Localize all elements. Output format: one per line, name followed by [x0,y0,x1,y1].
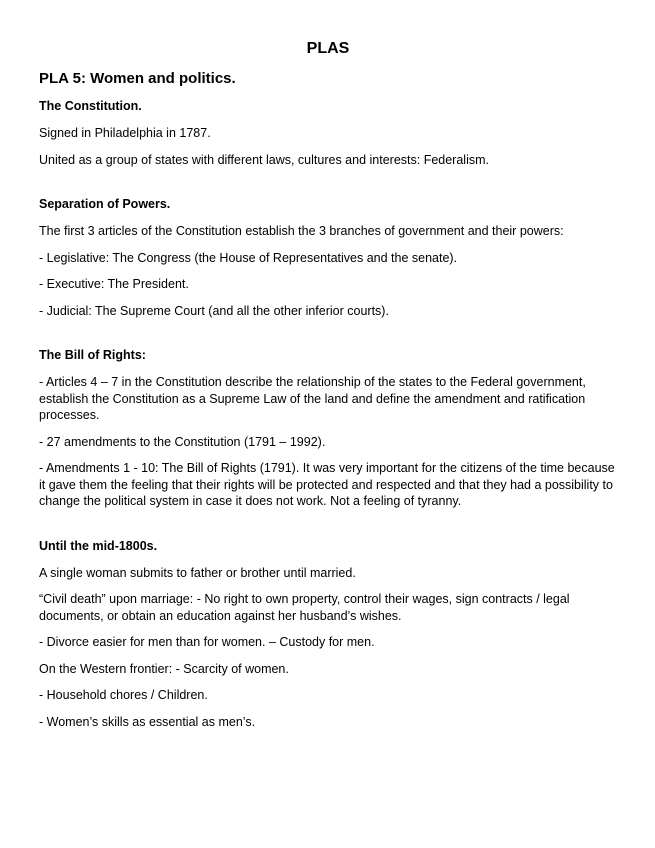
paragraph: - Judicial: The Supreme Court (and all the other inferior courts). [39,303,389,318]
paragraph: - Legislative: The Congress (the House of Representatives and the senate). [39,250,458,265]
section-heading: Until the mid-1800s. [39,538,158,553]
section-constitution [39,98,617,168]
section-heading: Separation of Powers. [39,197,171,211]
document-title: PLAS [306,40,350,57]
paragraph: - Household chores / Children. [39,688,208,702]
paragraph: - Articles 4 – 7 in the Constitution describe the relationship of the states to the Federal government, establish the Constitution as a Supreme Law of the land and define the amendment and ratification processes. [39,375,586,422]
paragraph: - Amendments 1 - 10: The Bill of Rights (1791). It was very important for the citizens of the time because it gave them the feeling that their rights will be protected and respected and that they had a possibility to change the political system in case it does not work. Not a feeling of tyranny. [39,461,615,508]
paragraph: - 27 amendments to the Constitution (1791 – 1992). [39,434,326,449]
paragraph: On the Western frontier: - Scarcity of women. [39,661,289,676]
paragraph: “Civil death” upon marriage: - No right to own property, control their wages, sign contracts / legal documents, or obtain an education against her husband’s wishes. [39,592,570,623]
section-heading: The Constitution. [39,99,142,113]
section-separation-of-powers [39,196,617,319]
paragraph: - Executive: The President. [39,277,189,291]
paragraph: The first 3 articles of the Constitution establish the 3 branches of government and their powers: [39,224,564,238]
paragraph: A single woman submits to father or brother until married. [39,565,356,580]
section-bill-of-rights [39,347,617,510]
document-subtitle: PLA 5: Women and politics. [39,70,236,87]
section-heading: The Bill of Rights: [39,348,146,362]
paragraph: - Divorce easier for men than for women. – Custody for men. [39,635,375,649]
paragraph: Signed in Philadelphia in 1787. [39,126,211,140]
section-until-mid-1800s [39,538,617,731]
paragraph: United as a group of states with different laws, cultures and interests: Federalism. [39,152,489,167]
paragraph: - Women’s skills as essential as men’s. [39,714,256,729]
